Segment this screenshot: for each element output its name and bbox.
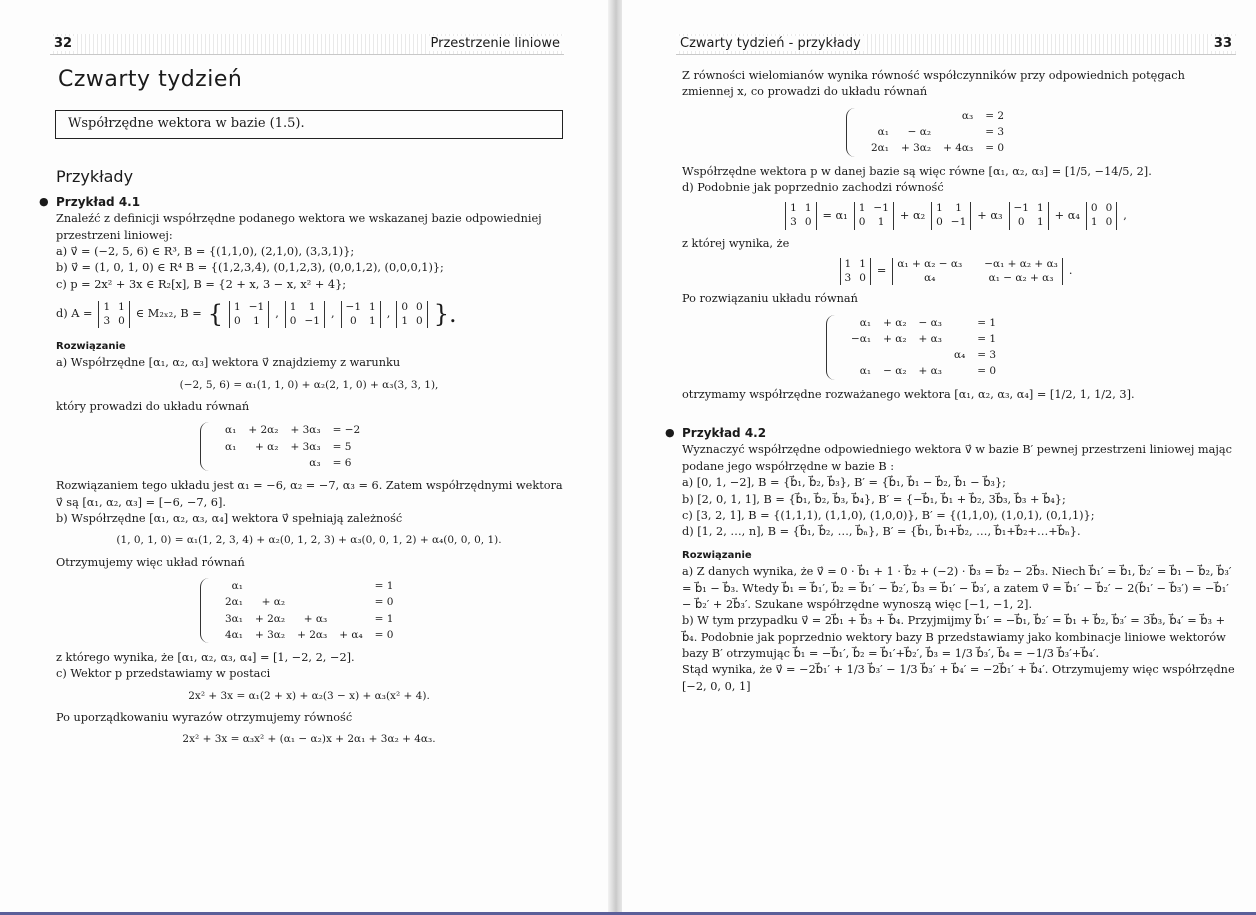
matrix-cell: α₁ − α₂ + α₃	[988, 271, 1054, 284]
solution-a-equation: (−2, 5, 6) = α₁(1, 1, 0) + α₂(2, 1, 0) + α₃(3, 3, 1),	[179, 378, 439, 391]
matrix-cell: −1	[950, 215, 967, 228]
equation-row	[845, 315, 1002, 331]
basis-matrix-3	[341, 301, 381, 328]
matrix-cell: 0	[289, 314, 297, 327]
term	[242, 455, 284, 471]
chapter-title: Czwarty tydzień	[58, 67, 243, 92]
example-title	[39, 194, 568, 211]
example-item-d: d) A = 1 1 3 0 ∈ M₂ₓ₂, B = { 1 −1 0 1 , 1 1 0 −1 , −1 1 0 1 , 0 0 1 0 }.	[50, 297, 568, 332]
solution-c-intro: c) Wektor p przedstawiamy w postaci	[56, 667, 271, 681]
term: − α₂	[907, 126, 932, 139]
matrix-cell: 0	[416, 300, 423, 313]
term: + α₂	[255, 440, 279, 453]
combined-matrix	[892, 258, 1063, 285]
equation-row	[845, 347, 1002, 363]
equation-row	[865, 140, 1010, 156]
matrix-cell: 0	[804, 215, 812, 228]
system-c-table	[865, 108, 1010, 157]
solution-c-equation: 2x² + 3x = α₁(2 + x) + α₂(3 − x) + α₃(x² + 4).	[188, 689, 430, 702]
equation-row	[219, 627, 400, 643]
term: + 2α₂	[254, 612, 286, 625]
term	[291, 594, 333, 610]
example-item-c: c) p = 2x² + 3x ∈ R₂[x], B = {2 + x, 3 − x, x² + 4};	[56, 277, 347, 291]
left-brace	[200, 578, 215, 643]
term: α₁	[877, 126, 889, 139]
matrix-cell: 0	[936, 215, 943, 228]
rhs: = 1	[977, 332, 997, 345]
rhs: = 1	[977, 316, 997, 329]
matrix-cell: 1	[859, 257, 866, 270]
term	[333, 578, 368, 594]
term: α₁	[859, 365, 872, 378]
equation-row	[219, 455, 366, 471]
matrix-cell: 1	[118, 300, 125, 313]
matrix-cell: 1	[804, 202, 812, 215]
matrix-cell: α₁ + α₂ − α₃	[897, 257, 963, 270]
running-header-right	[676, 34, 1236, 55]
matrix-cell: 1	[103, 300, 111, 313]
d-from: z której wynika, że	[682, 236, 790, 250]
term	[948, 315, 971, 331]
rhs: = 3	[985, 126, 1005, 139]
term	[333, 594, 368, 610]
example-item-b: b) v⃗ = (1, 0, 1, 0) ∈ R⁴ B = {(1,2,3,4), (0,1,2,3), (0,0,1,2), (0,0,0,1)};	[56, 261, 444, 275]
matrix-combination	[676, 202, 1236, 229]
term-operator: + α₂	[899, 208, 926, 222]
solution-b-equation: (1, 0, 1, 0) = α₁(1, 2, 3, 4) + α₂(0, 1, 2, 3) + α₃(0, 0, 1, 2) + α₄(0, 0, 0, 1).	[116, 534, 502, 547]
solution2-b-end: Stąd wynika, że v⃗ = −2b⃗₁′ + 1/3 b⃗₃′ − 1/3 b⃗₃′ + b⃗₄′ = −2b⃗₁′ + b⃗₄′. Otrzymujemy więc współrzędne [−2, 0, 0, 1]	[682, 663, 1235, 693]
term: −α₁	[851, 332, 872, 345]
term	[291, 578, 333, 594]
example-title-text: Przykład 4.1	[56, 194, 141, 209]
term: + 2α₂	[248, 424, 279, 437]
left-brace	[826, 315, 841, 380]
running-header-left	[50, 34, 564, 55]
term: 2α₁	[225, 596, 243, 609]
example2-item-d: d) [1, 2, …, n], B = {b⃗₁, b⃗₂, …, b⃗ₙ}, B′ = {b⃗₁, b⃗₁+b⃗₂, …, b⃗₁+b⃗₂+…+b⃗ₙ}.	[682, 525, 1081, 539]
solution-b-result: z którego wynika, że [α₁, α₂, α₃, α₄] = [1, −2, 2, −2].	[56, 651, 355, 665]
left-brace	[846, 108, 861, 157]
matrix-cell: −1	[304, 314, 320, 327]
matrix-cell: 0	[1105, 202, 1113, 215]
term	[948, 331, 971, 347]
matrix-cell: 1	[308, 300, 316, 313]
rhs: = 0	[374, 596, 394, 609]
matrix-cell: 1	[1036, 215, 1044, 228]
matrix-cell: 1	[234, 300, 241, 313]
term: α₃	[961, 109, 974, 122]
matrix-cell: −1	[1013, 202, 1029, 215]
term: + 3α₂	[254, 628, 286, 641]
term: + 3α₃	[290, 440, 321, 453]
term: + α₃	[918, 365, 942, 378]
matrix-cell: 0	[859, 271, 866, 284]
term	[333, 611, 368, 627]
example-intro: Znaleźć z definicji współrzędne podanego wektora we wskazanej bazie odpowiedniej przestrzeni liniowej:	[56, 212, 542, 242]
term: + 2α₃	[297, 628, 328, 641]
solution2-a: a) Z danych wynika, że v⃗ = 0 · b⃗₁ + 1 · b⃗₂ + (−2) · b⃗₃ = b⃗₂ − 2b⃗₃. Niech b⃗₁′ = b⃗₁, b⃗₂′ = b⃗₁ − b⃗₂, b⃗₃′ = b⃗₁ − b⃗₃. Wtedy b⃗₁ = b⃗₁′, b⃗₂ = b⃗₁′ − b⃗₂′, b⃗₃ = b⃗₁′ − b⃗₃′, a zatem v⃗ = b⃗₁′ − b⃗₂′ − 2(b⃗₁′ − b⃗₃′) = −b⃗₁′ − b⃗₂′ + 2b⃗₃′. Szukane współrzędne wynoszą więc [−1, −1, 2].	[682, 565, 1232, 611]
matrix-cell: 0	[118, 314, 125, 327]
comma: ,	[1123, 208, 1127, 222]
matrix-cell: 0	[1017, 215, 1025, 228]
right-page-content	[665, 68, 1236, 695]
rhs: = 6	[332, 456, 352, 469]
term: 2α₁	[871, 142, 889, 155]
term	[895, 108, 937, 124]
system-b-table	[219, 578, 400, 643]
equation-row	[219, 594, 400, 610]
solution-heading: Rozwiązanie	[56, 340, 126, 352]
term: + α₃	[303, 612, 328, 625]
term	[948, 363, 971, 379]
term	[865, 108, 895, 124]
period: .	[1068, 264, 1073, 278]
page-number-left: 32	[50, 36, 76, 51]
bullet-icon: ●	[665, 426, 675, 440]
term: + α₂	[883, 332, 907, 345]
running-head-right: Czwarty tydzień - przykłady	[676, 36, 865, 51]
equation-row	[219, 439, 366, 455]
equals-sign: =	[876, 264, 887, 278]
d-after: Po rozwiązaniu układu równań	[682, 292, 858, 306]
term: α₃	[309, 456, 321, 469]
solution-b-intro: b) Współrzędne [α₁, α₂, α₃, α₄] wektora v⃗ spełniają zależność	[56, 512, 403, 525]
matrix-cell: 1	[369, 300, 376, 313]
term: − α₂	[883, 365, 907, 378]
brace-open: {	[207, 300, 224, 329]
matrix-cell: 1	[844, 257, 852, 270]
matrix-a	[840, 258, 871, 285]
matrix-cell: 1	[955, 202, 962, 215]
term: + α₂	[883, 316, 907, 329]
matrix-cell: 0	[1105, 215, 1113, 228]
solution-a-leads: który prowadzi do układu równań	[56, 400, 250, 414]
basis-matrix-4	[396, 301, 427, 328]
matrix-cell: 1	[858, 202, 866, 215]
term: + 3α₃	[290, 424, 321, 437]
matrix-cell: 1	[253, 314, 260, 327]
solution-b-leads: Otrzymujemy więc układ równań	[56, 555, 245, 569]
equation-row	[219, 578, 400, 594]
matrix-cell: −1	[345, 300, 362, 313]
matrix-cell: 1	[289, 300, 297, 313]
matrix-cell: 0	[858, 215, 866, 228]
term	[877, 347, 912, 363]
basis-matrix-1	[854, 202, 894, 229]
rhs: = 1	[374, 579, 394, 592]
matrix-cell: 1	[936, 202, 943, 215]
rhs: = −2	[332, 424, 361, 437]
d-result: otrzymamy współrzędne rozważanego wektora [α₁, α₂, α₃, α₄] = [1/2, 1, 1/2, 3].	[682, 387, 1135, 401]
coords-c: Współrzędne wektora p w danej bazie są więc równe [α₁, α₂, α₃] = [1/5, −14/5, 2].	[682, 164, 1152, 178]
running-head-left: Przestrzenie liniowe	[427, 36, 564, 51]
solution-a-intro: a) Współrzędne [α₁, α₂, α₃] wektora v⃗ znajdziemy z warunku	[56, 356, 401, 370]
matrix-cell: −1	[248, 300, 265, 313]
term	[219, 455, 242, 471]
bullet-icon: ●	[39, 194, 49, 208]
term	[913, 347, 948, 363]
matrix-cell: 0	[234, 314, 241, 327]
term: 3α₁	[225, 612, 243, 625]
equation-row	[865, 124, 1010, 140]
matrix-cell: 1	[369, 314, 376, 327]
example-title-2	[665, 425, 1236, 442]
equation-row	[845, 363, 1002, 379]
matrix-cell: 1	[401, 314, 408, 327]
basis-matrix-2	[931, 202, 971, 229]
rhs: = 0	[374, 628, 394, 641]
left-page	[0, 0, 612, 915]
term-operator: = α₁	[822, 208, 848, 222]
polynomial-intro: Z równości wielomianów wynika równość współczynników przy odpowiednich potęgach zmiennej x, co prowadzi do układu równań	[682, 69, 1185, 99]
solution-c-after: Po uporządkowaniu wyrazów otrzymujemy równość	[56, 711, 353, 724]
section-title: Przykłady	[56, 166, 134, 186]
term: α₁	[231, 579, 243, 592]
term: + 4α₃	[943, 142, 974, 155]
matrix-equality	[676, 258, 1236, 285]
term: α₁	[859, 316, 872, 329]
system-b	[200, 578, 568, 643]
topic-box: Współrzędne wektora w bazie (1.5).	[55, 110, 563, 139]
equation-row	[845, 331, 1002, 347]
page-number-right: 33	[1210, 36, 1236, 51]
term: α₁	[225, 440, 237, 453]
matrix-cell: 3	[103, 314, 111, 327]
term-operator: + α₃	[977, 208, 1003, 222]
matrix-cell: 1	[790, 202, 797, 215]
term: α₄	[953, 349, 966, 362]
matrix-cell: 1	[1090, 215, 1098, 228]
matrix-cell: 3	[790, 215, 797, 228]
basis-matrix-3	[1009, 202, 1049, 229]
system-a	[200, 422, 568, 471]
solution-c-equation-2: 2x² + 3x = α₃x² + (α₁ − α₂)x + 2α₁ + 3α₂ + 4α₃.	[182, 733, 436, 746]
matrix-cell: α₄	[924, 271, 936, 284]
right-page	[622, 0, 1256, 915]
matrix-cell: 1	[1036, 202, 1044, 215]
basis-matrix-4	[1086, 202, 1117, 229]
term: + α₂	[261, 596, 286, 609]
term: + α₄	[339, 628, 363, 641]
term: − α₃	[918, 316, 942, 329]
d-intro: d) Podobnie jak poprzednio zachodzi równość	[682, 180, 944, 194]
rhs: = 3	[977, 349, 997, 362]
matrix-cell: 3	[844, 271, 852, 284]
example2-intro: Wyznaczyć współrzędne odpowiedniego wektora v⃗ w bazie B′ pewnej przestrzeni liniowej mając podane jego współrzędne w bazie B :	[682, 443, 1232, 473]
matrix-cell: 0	[401, 300, 408, 313]
example-item-a: a) v⃗ = (−2, 5, 6) ∈ R³, B = {(1,1,0), (2,1,0), (3,3,1)};	[56, 245, 355, 259]
term: + 3α₂	[900, 142, 932, 155]
term	[937, 124, 979, 140]
matrix-cell: −α₁ + α₂ + α₃	[984, 257, 1058, 270]
matrix-a	[785, 202, 816, 229]
term: α₁	[225, 424, 237, 437]
rhs: = 1	[374, 612, 394, 625]
rhs: = 0	[985, 142, 1005, 155]
equation-row	[865, 108, 1010, 124]
example2-item-b: b) [2, 0, 1, 1], B = {b⃗₁, b⃗₂, b⃗₃, b⃗₄}, B′ = {−b⃗₁, b⃗₁ + b⃗₂, 3b⃗₃, b⃗₃ + b⃗₄};	[682, 492, 1066, 506]
matrix-cell: 0	[416, 314, 423, 327]
left-brace	[200, 422, 215, 471]
matrix-cell: 0	[1090, 202, 1098, 215]
basis-matrix-2	[285, 301, 325, 328]
term: 4α₁	[225, 628, 243, 641]
term	[249, 578, 291, 594]
matrix-a	[98, 301, 129, 328]
solution-a-result: Rozwiązaniem tego układu jest α₁ = −6, α₂ = −7, α₃ = 6. Zatem współrzędnymi wektora v⃗ są [α₁, α₂, α₃] = [−6, −7, 6].	[56, 479, 563, 509]
matrix-cell: −1	[873, 202, 889, 215]
matrix-cell: 0	[349, 314, 357, 327]
rhs: = 2	[985, 109, 1005, 122]
matrix-cell: 1	[877, 215, 885, 228]
item-d-member: ∈ M₂ₓ₂, B =	[135, 307, 202, 321]
rhs: = 0	[977, 365, 997, 378]
system-c	[846, 108, 1236, 157]
rhs: = 5	[332, 440, 352, 453]
example2-item-c: c) [3, 2, 1], B = {(1,1,1), (1,1,0), (1,0,0)}, B′ = {(1,1,0), (1,0,1), (0,1,1)};	[682, 508, 1095, 522]
system-d-table	[845, 315, 1002, 380]
system-d	[826, 315, 1236, 380]
left-page-content	[39, 60, 568, 754]
equation-row	[219, 611, 400, 627]
term: + α₃	[918, 332, 942, 345]
solution-heading-2: Rozwiązanie	[682, 549, 752, 561]
solution2-b: b) W tym przypadku v⃗ = 2b⃗₁ + b⃗₃ + b⃗₄. Przyjmijmy b⃗₁′ = −b⃗₁, b⃗₂′ = b⃗₁ + b⃗₂, b⃗₃′ = 3b⃗₃, b⃗₄′ = b⃗₃ + b⃗₄. Podobnie jak poprzednio wektory bazy B przedstawiamy jako kombinacje liniowe wektorów bazy B′ otrzymując b⃗₁ = −b⃗₁′, b⃗₂ = b⃗₁′+b⃗₂′, b⃗₃ = 1/3 b⃗₃′, b⃗₄ = −1/3 b⃗₃′+b⃗₄′.	[682, 614, 1226, 661]
item-d-prefix: d) A =	[56, 307, 93, 321]
system-a-table	[219, 422, 366, 471]
basis-matrix-1	[229, 301, 269, 328]
brace-close: }.	[433, 300, 457, 329]
example2-item-a: a) [0, 1, −2], B = {b⃗₁, b⃗₂, b⃗₃}, B′ = {b⃗₁, b⃗₁ − b⃗₂, b⃗₁ − b⃗₃};	[682, 476, 1006, 490]
term	[845, 347, 877, 363]
example-title-text: Przykład 4.2	[682, 426, 767, 441]
term-operator: + α₄	[1054, 208, 1080, 222]
equation-row	[219, 422, 366, 438]
